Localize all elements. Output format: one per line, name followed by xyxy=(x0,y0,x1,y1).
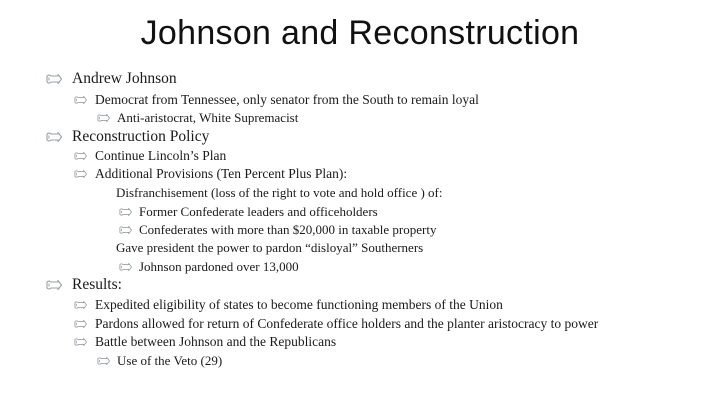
bullet-text: Confederates with more than $20,000 in taxable property xyxy=(139,222,437,237)
bullet-item xyxy=(118,222,436,238)
bullet-text: Disfranchisement (loss of the right to vote and hold office ) of: xyxy=(116,185,443,200)
bullet-item xyxy=(96,110,298,126)
bullet-item xyxy=(118,204,378,220)
bullet-item xyxy=(72,297,503,313)
bullet-text: Reconstruction Policy xyxy=(72,128,210,145)
bullet-text: Pardons allowed for return of Confederate office holders and the planter aristocracy to power xyxy=(95,316,599,331)
scroll-arrow-icon xyxy=(118,208,133,216)
bullet-text: Use of the Veto (29) xyxy=(117,353,223,368)
scroll-arrow-icon xyxy=(96,357,111,365)
scroll-arrow-icon xyxy=(118,263,133,271)
bullet-item xyxy=(72,166,347,182)
bullet-text: Additional Provisions (Ten Percent Plus Plan): xyxy=(95,166,348,181)
bullet-text: Battle between Johnson and the Republicans xyxy=(95,334,337,349)
bullet-text: Democrat from Tennessee, only senator from the South to remain loyal xyxy=(95,92,479,107)
bullet-item xyxy=(96,185,443,201)
scroll-arrow-icon xyxy=(118,226,133,234)
bullet-item xyxy=(44,128,209,146)
scroll-arrow-icon xyxy=(96,114,111,122)
bullet-item xyxy=(72,316,598,332)
scroll-arrow-icon xyxy=(72,320,89,328)
scroll-arrow-icon xyxy=(44,74,64,84)
scroll-arrow-icon xyxy=(44,280,64,290)
bullet-item xyxy=(96,353,222,369)
bullet-item xyxy=(44,276,122,294)
bullet-text: Gave president the power to pardon “disloyal” Southerners xyxy=(116,240,424,255)
bullet-text: Anti-aristocrat, White Supremacist xyxy=(117,110,299,125)
scroll-arrow-icon xyxy=(72,301,89,309)
scroll-arrow-icon xyxy=(72,96,89,104)
bullet-text: Results: xyxy=(72,276,122,293)
bullet-item xyxy=(96,240,423,256)
bullet-text: Expedited eligibility of states to become functioning members of the Union xyxy=(95,297,503,312)
bullet-text: Johnson pardoned over 13,000 xyxy=(139,259,299,274)
slide-title: Johnson and Reconstruction xyxy=(140,14,580,52)
bullet-item xyxy=(118,259,299,275)
bullet-item xyxy=(72,334,336,350)
bullet-item xyxy=(44,70,177,88)
bullet-text: Former Confederate leaders and officeholders xyxy=(139,204,378,219)
bullet-text: Andrew Johnson xyxy=(72,70,177,87)
bullet-item xyxy=(72,92,479,108)
bullet-item xyxy=(72,148,226,164)
bullet-text: Continue Lincoln’s Plan xyxy=(95,148,227,163)
scroll-arrow-icon xyxy=(44,132,64,142)
scroll-arrow-icon xyxy=(72,152,89,160)
scroll-arrow-icon xyxy=(72,338,89,346)
scroll-arrow-icon xyxy=(72,170,89,178)
